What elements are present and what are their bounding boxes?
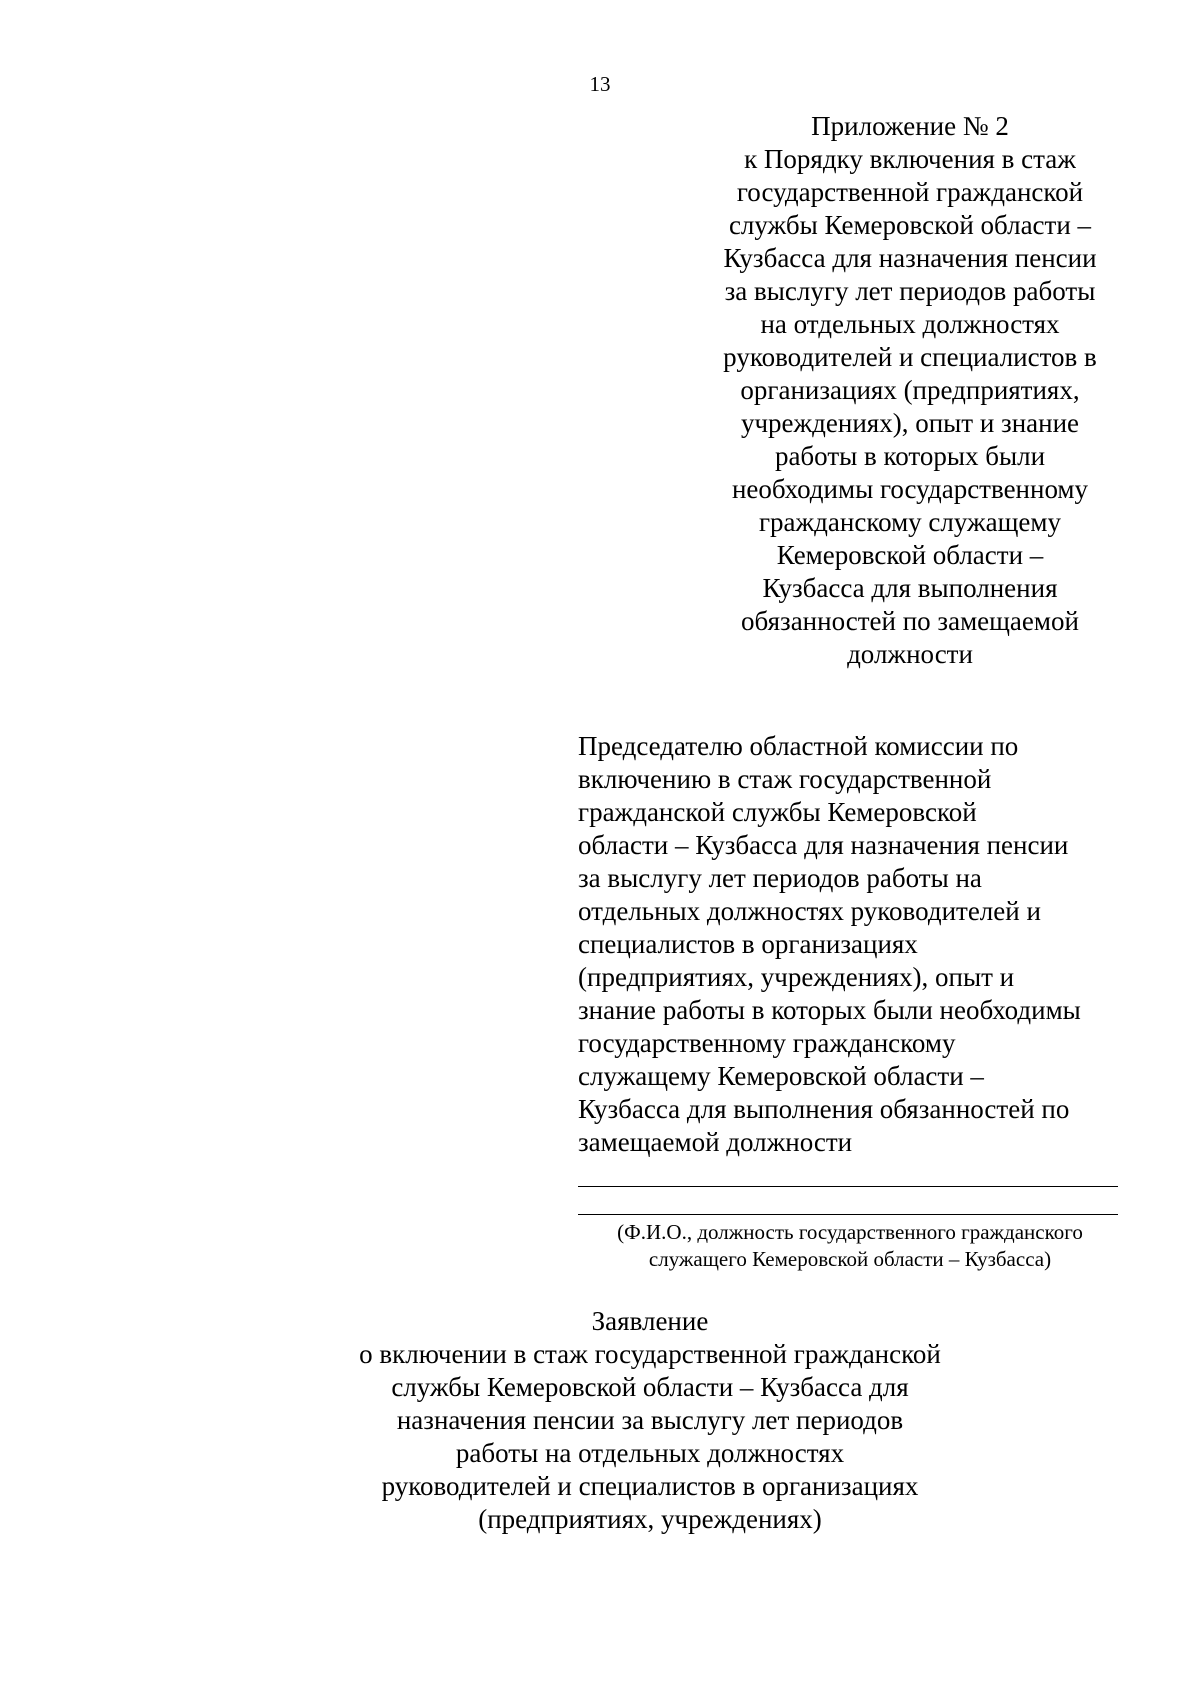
appendix-line: за выслугу лет периодов работы	[724, 276, 1096, 306]
appendix-line: руководителей и специалистов в	[723, 342, 1097, 372]
addressee-line: за выслугу лет периодов работы на	[578, 863, 982, 893]
appendix-line: гражданскому служащему	[758, 507, 1062, 537]
appendix-line: обязанностей по замещаемой	[741, 606, 1079, 636]
appendix-line: Кузбасса для выполнения	[762, 573, 1058, 603]
statement-subtitle-line: работы на отдельных должностях	[455, 1438, 845, 1468]
appendix-line: учреждениях), опыт и знание	[740, 408, 1080, 438]
caption-line: служащего Кемеровской области – Кузбасса)	[648, 1247, 1052, 1271]
addressee-block	[578, 730, 1138, 1159]
addressee-line: Кузбасса для выполнения обязанностей по	[578, 1094, 1070, 1124]
appendix-line: государственной гражданской	[736, 177, 1084, 207]
addressee-line: гражданской службы Кемеровской	[578, 797, 977, 827]
caption-line: (Ф.И.О., должность государственного гражданского	[617, 1220, 1083, 1244]
appendix-line: на отдельных должностях	[760, 309, 1060, 339]
appendix-line: организациях (предприятиях,	[740, 375, 1080, 405]
appendix-header	[690, 110, 1130, 671]
appendix-title: Приложение № 2	[811, 111, 1009, 141]
statement-subtitle-line: о включении в стаж государственной гражданской	[359, 1339, 941, 1369]
addressee-line: замещаемой должности	[578, 1127, 853, 1157]
addressee-line: государственному гражданскому	[578, 1028, 956, 1058]
appendix-line: должности	[847, 639, 973, 669]
statement-title: Заявление	[591, 1306, 709, 1336]
page-number: 13	[589, 72, 611, 96]
addressee-line: области – Кузбасса для назначения пенсии	[578, 830, 1069, 860]
addressee-line: Председателю областной комиссии по	[578, 731, 1019, 761]
appendix-line: Кузбасса для назначения пенсии	[723, 243, 1097, 273]
appendix-line: Кемеровской области –	[776, 540, 1044, 570]
appendix-line: работы в которых были	[774, 441, 1046, 471]
addressee-line: специалистов в организациях	[578, 929, 918, 959]
appendix-line: к Порядку включения в стаж	[744, 144, 1076, 174]
statement-subtitle-line: службы Кемеровской области – Кузбасса для	[391, 1372, 909, 1402]
statement-heading	[250, 1305, 1050, 1536]
statement-subtitle-line: назначения пенсии за выслугу лет периодов	[396, 1405, 904, 1435]
statement-subtitle-line: (предприятиях, учреждениях)	[478, 1504, 822, 1534]
addressee-line: (предприятиях, учреждениях), опыт и	[578, 962, 1015, 992]
addressee-line: отдельных должностях руководителей и	[578, 896, 1041, 926]
name-blank-line	[578, 1186, 1118, 1187]
appendix-line: службы Кемеровской области –	[728, 210, 1092, 240]
addressee-line: включению в стаж государственной	[578, 764, 992, 794]
addressee-line: служащему Кемеровской области –	[578, 1061, 984, 1091]
statement-subtitle-line: руководителей и специалистов в организациях	[381, 1471, 919, 1501]
addressee-line: знание работы в которых были необходимы	[578, 995, 1081, 1025]
position-blank-line	[578, 1214, 1118, 1215]
signature-caption	[560, 1219, 1140, 1273]
appendix-line: необходимы государственному	[731, 474, 1089, 504]
